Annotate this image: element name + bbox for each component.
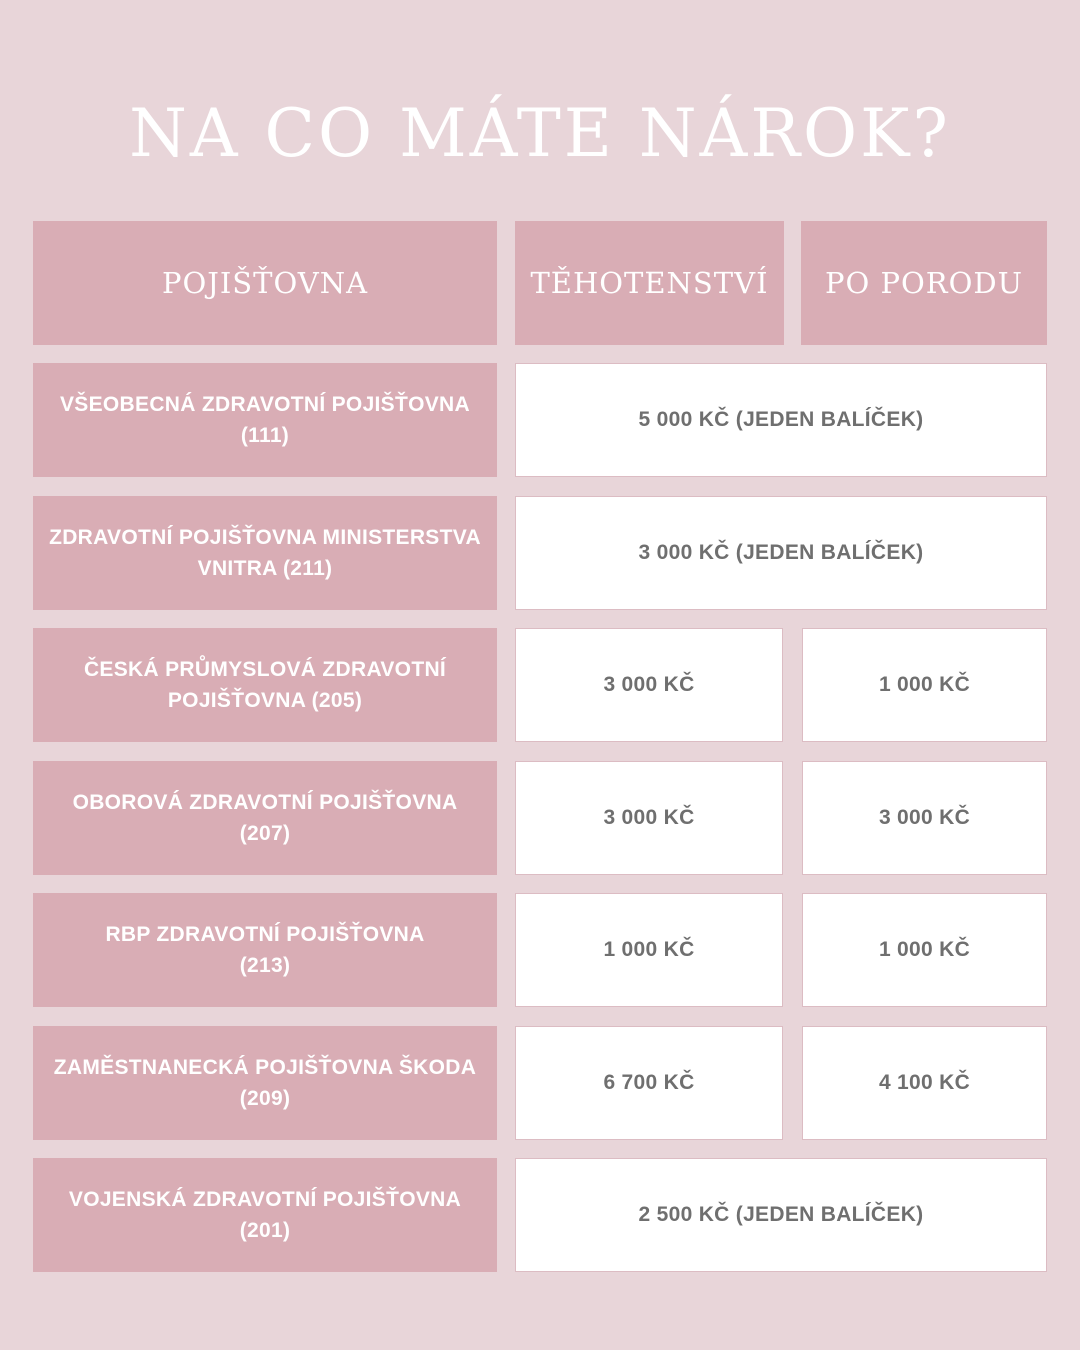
insurer-label: RBP ZDRAVOTNÍ POJIŠŤOVNA (213) (33, 893, 497, 1007)
header-postpartum: PO PORODU (801, 221, 1047, 345)
pregnancy-amount-cell: 6 700 KČ (515, 1026, 783, 1140)
postpartum-amount-cell: 3 000 KČ (802, 761, 1047, 875)
insurer-label: VŠEOBECNÁ ZDRAVOTNÍ POJIŠŤOVNA (111) (33, 363, 497, 477)
insurer-label: OBOROVÁ ZDRAVOTNÍ POJIŠŤOVNA (207) (33, 761, 497, 875)
postpartum-amount-cell: 4 100 KČ (802, 1026, 1047, 1140)
pregnancy-amount-cell: 1 000 KČ (515, 893, 783, 1007)
insurer-label: ZDRAVOTNÍ POJIŠŤOVNA MINISTERSTVA VNITRA (211) (33, 496, 497, 610)
postpartum-amount-cell: 1 000 KČ (802, 628, 1047, 742)
header-insurer: POJIŠŤOVNA (33, 221, 497, 345)
combined-amount-cell: 2 500 KČ (JEDEN BALÍČEK) (515, 1158, 1047, 1272)
pregnancy-amount-cell: 3 000 KČ (515, 628, 783, 742)
insurer-label: VOJENSKÁ ZDRAVOTNÍ POJIŠŤOVNA (201) (33, 1158, 497, 1272)
page-title: NA CO MÁTE NÁROK? (129, 95, 951, 172)
header-pregnancy: TĚHOTENSTVÍ (515, 221, 784, 345)
combined-amount-cell: 5 000 KČ (JEDEN BALÍČEK) (515, 363, 1047, 477)
postpartum-amount-cell: 1 000 KČ (802, 893, 1047, 1007)
insurer-label: ZAMĚSTNANECKÁ POJIŠŤOVNA ŠKODA (209) (33, 1026, 497, 1140)
insurer-label: ČESKÁ PRŮMYSLOVÁ ZDRAVOTNÍ POJIŠŤOVNA (205) (33, 628, 497, 742)
pregnancy-amount-cell: 3 000 KČ (515, 761, 783, 875)
combined-amount-cell: 3 000 KČ (JEDEN BALÍČEK) (515, 496, 1047, 610)
